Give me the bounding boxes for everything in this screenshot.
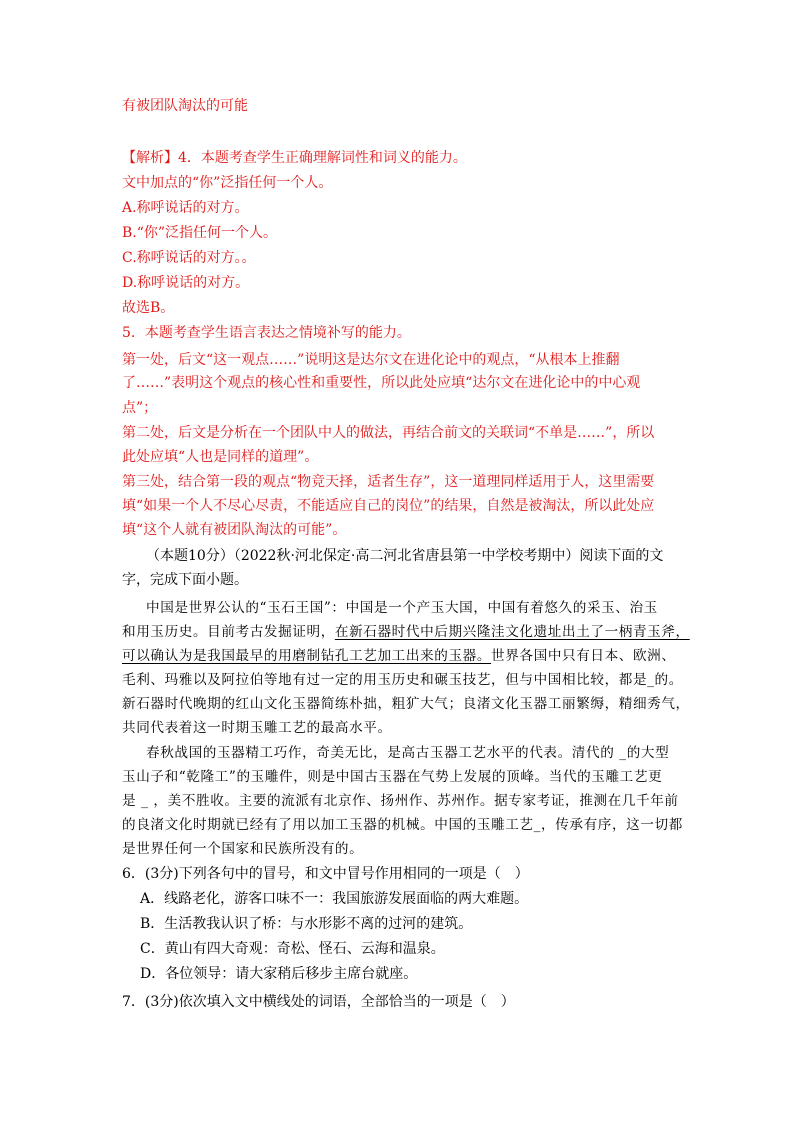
q5-point1-line2: 了……”表明这个观点的核心性和重要性，所以此处应填“达尔文在进化论中的中心观: [122, 375, 641, 391]
passage-line-2: [122, 622, 690, 642]
q5-point1-line3: 点”；: [122, 400, 158, 416]
q6-option-b: B．生活教我认识了桥：与水形影不离的过河的建筑。: [140, 916, 473, 932]
q5-point2-line1: 第二处，后文是分析在一个团队中人的做法，再结合前文的关联词“不单是……”，所以: [122, 425, 655, 441]
analysis-bracket-label: 【解析】: [122, 150, 178, 166]
section-intro-line2: 字，完成下面小题。: [122, 572, 248, 588]
q5-point3-line1: 第三处，结合第一段的观点“物竞天择，适者生存”，这一道理同样适用于人，这里需要: [122, 474, 655, 490]
passage-line-7: 春秋战国的玉器精工巧作，奇美无比，是高古玉器工艺水平的代表。清代的 _的大型: [146, 745, 670, 761]
q7-stem: 7．(3分)依次填入文中横线处的词语，全部恰当的一项是（ ）: [122, 994, 515, 1010]
q4-option-c: C.称呼说话的对方。。: [122, 250, 256, 266]
passage-underlined-sentence-part1: 在新石器时代中后期兴隆洼文化遗址出土了一柄青玉斧，: [334, 624, 690, 640]
q6-option-d: D．各位领导：请大家稍后移步主席台就座。: [140, 966, 418, 982]
q4-line-1: 文中加点的“你”泛指任何一个人。: [122, 175, 333, 191]
q5-point1-line1: 第一处，后文“这一观点……”说明这是达尔文在进化论中的观点，“从根本上推翻: [122, 352, 620, 368]
q5-analysis-heading: 5．本题考查学生语言表达之情境补写的能力。: [122, 325, 411, 341]
passage-line-5: 新石器时代晚期的红山文化玉器简练朴拙，粗犷大气；良渚文化玉器工丽繁缛，精细秀气，: [122, 696, 690, 712]
q4-heading-text: 4．本题考查学生正确理解词性和词义的能力。: [178, 150, 467, 166]
passage-line-4: 毛利、玛雅以及阿拉伯等地有过一定的用玉历史和碾玉技艺，但与中国相比较，都是_的。: [122, 672, 683, 688]
q4-option-d: D.称呼说话的对方。: [122, 275, 250, 291]
passage-underlined-sentence-part2: 可以确认为是我国最早的用磨制钻孔工艺加工出来的玉器。: [122, 648, 492, 664]
q6-option-c: C．黄山有四大奇观：奇松、怪石、云海和温泉。: [140, 941, 445, 957]
q4-answer: 故选B。: [122, 300, 175, 316]
passage-line-6: 共同代表着这一时期玉雕工艺的最高水平。: [122, 720, 392, 736]
passage-line-3: [122, 646, 676, 666]
passage-line-1: 中国是世界公认的“玉石王国”：中国是一个产玉大国，中国有着悠久的采玉、治玉: [146, 600, 658, 616]
passage-line-9: 是 _ ，美不胜收。主要的流派有北京作、扬州作、苏州作。据专家考证，推测在几千年前: [122, 793, 679, 809]
q5-point3-line2: 填“如果一个人不尽心尽责，不能适应自己的岗位”的结果，自然是被淘汰，所以此处应: [122, 498, 655, 514]
passage-line-11: 是世界任何一个国家和民族所没有的。: [122, 841, 364, 857]
q4-option-b: B.“你”泛指任何一个人。: [122, 225, 278, 241]
passage-line-8: 玉山子和“乾隆工”的玉雕件，则是中国古玉器在气势上发展的顶峰。当代的玉雕工艺更: [122, 769, 663, 785]
passage-line-2-text: 和用玉历史。目前考古发掘证明，: [122, 624, 335, 640]
q6-stem: 6．(3分)下列各句中的冒号，和文中冒号作用相同的一项是（ ）: [122, 866, 529, 882]
q4-analysis-heading: [122, 148, 467, 168]
q4-option-a: A.称呼说话的对方。: [122, 200, 249, 216]
q6-option-a: A．线路老化，游客口味不一：我国旅游发展面临的两大难题。: [140, 891, 529, 907]
passage-line-10: 的良渚文化时期就已经有了用以加工玉器的机械。中国的玉雕工艺_，传承有序，这一切都: [122, 817, 683, 833]
passage-line-3-text: 世界各国中只有日本、欧洲、: [491, 648, 676, 664]
q5-point2-line2: 此处应填“人也是同样的道理”。: [122, 449, 319, 465]
section-intro-line1: （本题10分）（2022秋·河北保定·高二河北省唐县第一中学校考期中）阅读下面的文: [146, 548, 664, 564]
analysis-top-line: 有被团队淘汰的可能: [122, 98, 248, 114]
q5-point3-line3: 填“这个人就有被团队淘汰的可能”。: [122, 522, 347, 538]
